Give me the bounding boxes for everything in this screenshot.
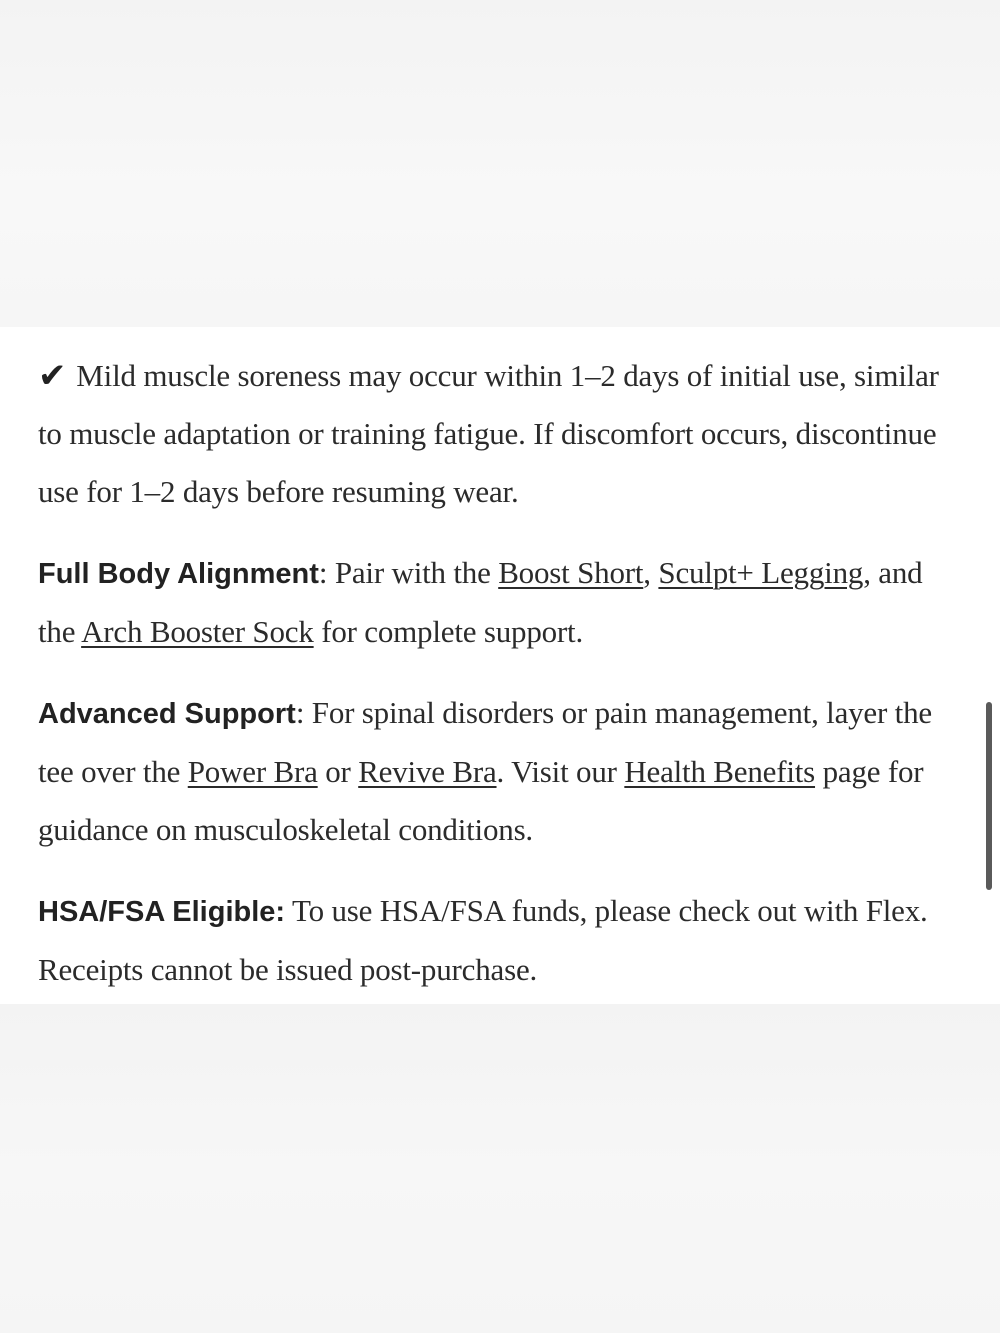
advanced-support-section [38, 684, 958, 859]
full-body-colon: : [318, 555, 328, 590]
advanced-text-2: or [317, 754, 359, 789]
hsa-fsa-section [38, 882, 958, 999]
full-body-text-2: , and the [38, 555, 923, 649]
advanced-support-heading: Advanced Support [38, 698, 296, 730]
full-body-alignment-section [38, 544, 958, 661]
check-mark-icon: ✔ [38, 356, 67, 396]
arch-booster-sock-link[interactable]: Arch Booster Sock [81, 614, 314, 649]
full-body-separator: , [643, 555, 659, 590]
hsa-fsa-heading: HSA/FSA Eligible: [38, 896, 286, 928]
sculpt-plus-legging-link[interactable]: Sculpt+ Legging [658, 555, 864, 590]
vertical-scrollbar[interactable] [986, 702, 992, 890]
advanced-colon: : [295, 695, 305, 730]
advanced-text-3: . Visit our [496, 754, 625, 789]
full-body-text-3: for complete support. [313, 614, 584, 649]
health-benefits-link[interactable]: Health Benefits [624, 754, 816, 789]
power-bra-link[interactable]: Power Bra [187, 754, 318, 789]
hsa-fsa-text: To use HSA/FSA funds, please check out with Flex. Receipts cannot be issued post-purchase. [38, 893, 928, 987]
soreness-note [38, 347, 958, 521]
page-background-bottom [0, 1004, 1000, 1333]
advanced-text-1: For spinal disorders or pain management, layer the tee over the [38, 695, 932, 789]
full-body-text-1: Pair with the [327, 555, 499, 590]
advanced-text-4: page for guidance on musculoskeletal conditions. [38, 754, 924, 847]
full-body-alignment-heading: Full Body Alignment [38, 558, 319, 590]
product-details-panel [0, 327, 1000, 1004]
revive-bra-link[interactable]: Revive Bra [358, 754, 497, 789]
boost-short-link[interactable]: Boost Short [498, 555, 644, 590]
page-background-top [0, 0, 1000, 327]
soreness-note-text: Mild muscle soreness may occur within 1–2 days of initial use, similar to muscle adaptation or training fatigue. If discomfort occurs, discontinue use for 1–2 days before resuming wear. [38, 358, 939, 509]
